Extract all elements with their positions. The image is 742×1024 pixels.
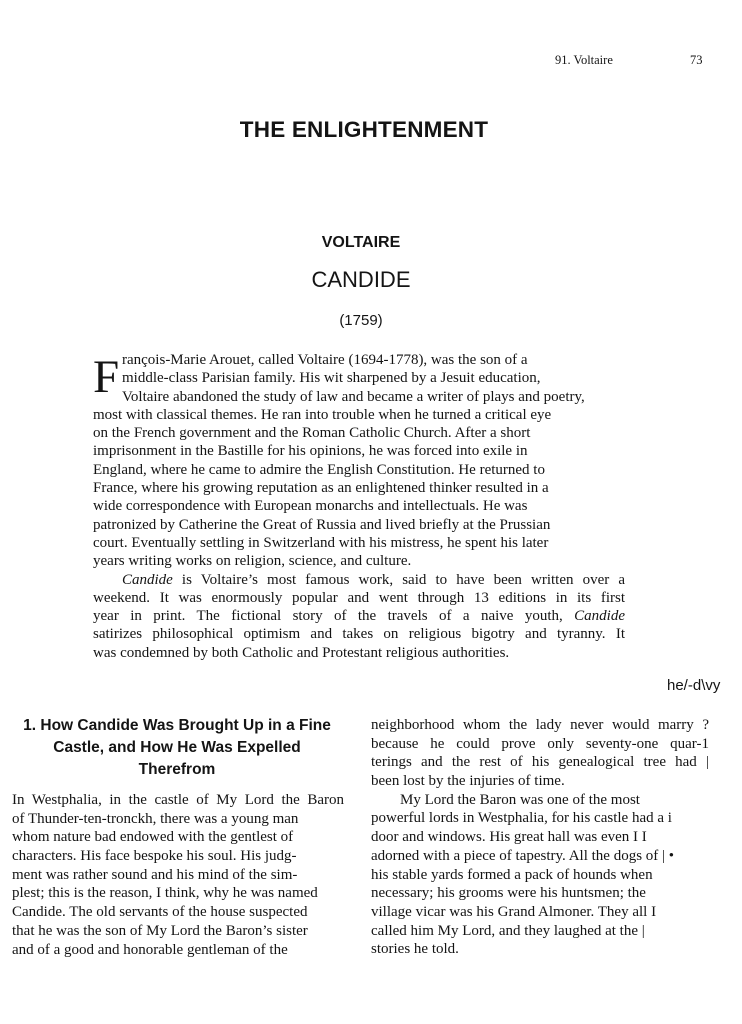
intro-line: satirizes philosophical optimism and takes on religious bigotry and tyranny. It (93, 626, 625, 643)
intro-text-span: year in print. The fictional story of the travels of a naive youth, (93, 608, 575, 625)
work-title: CANDIDE (311, 267, 411, 292)
body-line: powerful lords in Westphalia, for his castle had a i (371, 810, 672, 827)
body-line: adorned with a piece of tapestry. All the dogs of | • (371, 847, 675, 864)
drop-cap: F (93, 351, 120, 403)
intro-line: imprisonment in the Bastille for his opinions, he was forced into exile in (93, 443, 528, 460)
intro-line: most with classical themes. He ran into trouble when he turned a critical eye (93, 406, 552, 423)
chapter-heading-line: Therefrom (138, 761, 216, 778)
italic-title: Candide (574, 608, 625, 625)
intro-line: Voltaire abandoned the study of law and became a writer of plays and poetry, (122, 388, 585, 405)
body-line: characters. His face bespoke his soul. His judg- (12, 848, 297, 865)
body-line: terings and the rest of his genealogical tree had | (371, 754, 709, 771)
page-number: 73 (690, 53, 703, 67)
chapter-heading-line: 1. How Candide Was Brought Up in a Fine (23, 717, 331, 734)
intro-line: wide correspondence with European monarchs and intellectuals. He was (93, 498, 528, 515)
body-line: In Westphalia, in the castle of My Lord the Baron (12, 792, 344, 808)
body-line: and of a good and honorable gentleman of the (12, 941, 288, 958)
body-line: village vicar was his Grand Almoner. They all I (371, 903, 657, 920)
body-line: My Lord the Baron was one of the most (400, 791, 640, 808)
body-line: Candide. The old servants of the house suspected (12, 904, 308, 921)
body-line: door and windows. His great hall was even I I (371, 829, 647, 846)
body-line: been lost by the injuries of time. (371, 773, 565, 790)
body-line: necessary; his grooms were his huntsmen; the (371, 885, 646, 902)
intro-line: patronized by Catherine the Great of Russia and lived briefly at the Prussian (93, 516, 551, 533)
body-line: ment was rather sound and his mind of the sim- (12, 866, 298, 883)
work-year: (1759) (339, 312, 383, 329)
body-line: neighborhood whom the lady never would marry ? (371, 717, 709, 733)
intro-line (93, 571, 625, 589)
introduction-text (93, 351, 625, 662)
intro-line: rançois-Marie Arouet, called Voltaire (1694-1778), was the son of a (122, 352, 528, 368)
intro-line: middle-class Parisian family. His wit sharpened by a Jesuit education, (122, 370, 541, 387)
body-line: because he could prove only seventy-one quar-1 (371, 735, 709, 752)
intro-text-span: is Voltaire’s most famous work, said to have been written over a (172, 571, 625, 588)
intro-line: France, where his growing reputation as an enlightened thinker resulted in a (93, 480, 549, 497)
intro-line: years writing works on religion, science, and culture. (93, 553, 412, 570)
body-line: that he was the son of My Lord the Baron’s sister (12, 922, 308, 939)
running-head: 91. Voltaire (555, 53, 613, 67)
right-column-text (371, 716, 709, 959)
main-title: THE ENLIGHTENMENT (239, 117, 489, 142)
intro-line (93, 607, 625, 625)
left-column-text (12, 791, 344, 959)
chapter-heading (12, 715, 342, 781)
author-name: VOLTAIRE (321, 234, 401, 251)
body-line: of Thunder-ten-tronckh, there was a young man (12, 810, 299, 827)
intro-line: was condemned by both Catholic and Protestant religious authorities. (93, 644, 510, 661)
body-line: stories he told. (371, 941, 459, 958)
body-line: whom nature bad endowed with the gentlest of (12, 829, 294, 846)
intro-line: England, where he came to admire the English Constitution. He returned to (93, 461, 545, 478)
italic-title: Candide (122, 571, 173, 588)
body-line: his stable yards formed a pack of hounds when (371, 866, 653, 883)
intro-line: weekend. It was enormously popular and went through 13 editions in its first (93, 589, 625, 606)
intro-line: court. Eventually settling in Switzerland with his mistress, he spent his later (93, 534, 549, 551)
body-line: called him My Lord, and they laughed at the | (371, 922, 645, 939)
chapter-heading-line: Castle, and How He Was Expelled (53, 739, 301, 756)
body-line: plest; this is the reason, I think, why he was named (12, 885, 318, 902)
handwritten-margin-note: he/-d\vy (667, 677, 721, 694)
intro-line: on the French government and the Roman Catholic Church. After a short (93, 425, 531, 442)
